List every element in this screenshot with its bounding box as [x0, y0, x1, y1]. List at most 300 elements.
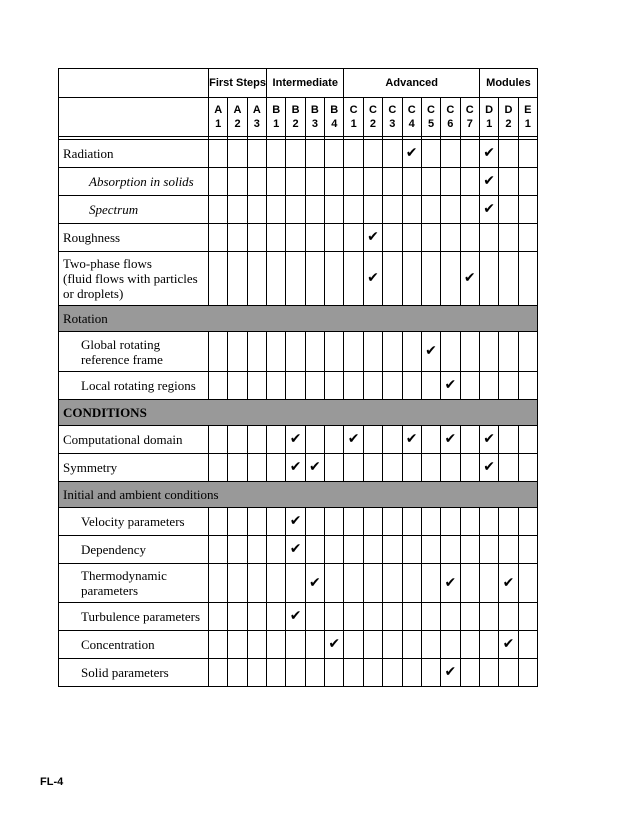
matrix-cell	[441, 631, 460, 659]
checkmark-icon: ✔	[425, 343, 437, 359]
checkmark-icon: ✔	[289, 459, 302, 475]
matrix-cell	[267, 224, 286, 252]
matrix-cell	[363, 224, 382, 252]
matrix-cell	[247, 426, 266, 454]
checkmark-icon: ✔	[289, 541, 302, 557]
matrix-cell	[499, 603, 518, 631]
matrix-cell	[479, 224, 498, 252]
matrix-cell	[460, 631, 479, 659]
matrix-cell	[228, 168, 247, 196]
matrix-cell	[499, 252, 518, 306]
column-number: 6	[447, 118, 454, 130]
checkmark-icon: ✔	[328, 636, 341, 652]
matrix-cell	[305, 454, 324, 482]
matrix-cell	[499, 372, 518, 400]
matrix-cell	[441, 536, 460, 564]
matrix-cell	[209, 372, 228, 400]
matrix-cell	[499, 168, 518, 196]
row-label: Computational domain	[59, 426, 209, 454]
matrix-cell	[363, 454, 382, 482]
column-code	[344, 98, 363, 137]
matrix-cell	[286, 372, 305, 400]
matrix-cell	[402, 631, 421, 659]
matrix-cell	[441, 196, 460, 224]
matrix-cell	[247, 168, 266, 196]
matrix-cell	[344, 196, 363, 224]
matrix-cell	[499, 224, 518, 252]
matrix-cell	[479, 372, 498, 400]
row-label: Symmetry	[59, 454, 209, 482]
checkmark-icon: ✔	[367, 270, 379, 286]
matrix-cell	[479, 332, 498, 372]
matrix-cell	[344, 564, 363, 603]
matrix-cell	[383, 332, 402, 372]
matrix-cell	[325, 631, 344, 659]
table-row	[59, 168, 538, 196]
matrix-cell	[402, 426, 421, 454]
table-row	[59, 252, 538, 306]
column-letter: A	[252, 104, 261, 116]
row-label: Roughness	[59, 224, 209, 252]
matrix-cell	[479, 536, 498, 564]
matrix-cell	[421, 426, 440, 454]
matrix-cell	[421, 454, 440, 482]
column-number: 1	[215, 118, 222, 130]
matrix-cell	[402, 332, 421, 372]
matrix-cell	[518, 372, 537, 400]
section-heading: Rotation	[59, 306, 538, 332]
table-row	[59, 454, 538, 482]
table-row	[59, 603, 538, 631]
matrix-cell	[518, 332, 537, 372]
section-heading: CONDITIONS	[59, 400, 538, 426]
matrix-cell	[344, 426, 363, 454]
table-row	[59, 306, 538, 332]
matrix-cell	[209, 252, 228, 306]
column-letter: B	[291, 104, 300, 116]
column-number: 1	[524, 118, 531, 130]
matrix-cell	[325, 508, 344, 536]
group-header: Intermediate	[267, 69, 344, 98]
matrix-cell	[441, 659, 460, 687]
matrix-cell	[499, 631, 518, 659]
matrix-cell	[479, 252, 498, 306]
matrix-cell	[421, 603, 440, 631]
matrix-cell	[267, 426, 286, 454]
matrix-cell	[363, 196, 382, 224]
matrix-cell	[383, 454, 402, 482]
matrix-cell	[267, 508, 286, 536]
page-number: FL-4	[40, 776, 64, 788]
matrix-cell	[363, 603, 382, 631]
column-code	[228, 98, 247, 137]
column-code	[305, 98, 324, 137]
checkmark-icon: ✔	[444, 377, 457, 393]
matrix-cell	[383, 659, 402, 687]
matrix-cell	[363, 508, 382, 536]
matrix-cell	[518, 659, 537, 687]
matrix-cell	[247, 454, 266, 482]
matrix-cell	[344, 332, 363, 372]
matrix-cell	[421, 508, 440, 536]
column-number: 1	[350, 118, 357, 130]
matrix-cell	[441, 140, 460, 168]
matrix-cell	[305, 536, 324, 564]
column-letter: C	[407, 104, 416, 116]
matrix-cell	[247, 196, 266, 224]
matrix-cell	[344, 224, 363, 252]
matrix-cell	[421, 168, 440, 196]
column-letter: A	[233, 104, 242, 116]
column-letter: D	[504, 104, 513, 116]
column-number: 1	[273, 118, 280, 130]
matrix-cell	[325, 603, 344, 631]
checkmark-icon: ✔	[289, 608, 302, 624]
column-code	[286, 98, 305, 137]
matrix-cell	[441, 372, 460, 400]
table-row	[59, 536, 538, 564]
checkmark-icon: ✔	[405, 431, 418, 447]
column-letter: C	[349, 104, 358, 116]
column-letter: B	[272, 104, 281, 116]
column-letter: B	[330, 104, 339, 116]
matrix-cell	[305, 659, 324, 687]
row-label: Dependency	[59, 536, 209, 564]
checkmark-icon: ✔	[483, 145, 495, 161]
column-letter: C	[388, 104, 397, 116]
column-letter: C	[427, 104, 435, 116]
matrix-cell	[247, 140, 266, 168]
matrix-cell	[305, 196, 324, 224]
column-number: 3	[253, 118, 260, 130]
matrix-cell	[499, 426, 518, 454]
matrix-cell	[247, 224, 266, 252]
matrix-cell	[344, 536, 363, 564]
matrix-cell	[209, 168, 228, 196]
checkmark-icon: ✔	[347, 431, 360, 447]
matrix-cell	[267, 631, 286, 659]
matrix-cell	[518, 252, 537, 306]
table-row	[59, 508, 538, 536]
column-code	[421, 98, 440, 137]
matrix-cell	[402, 372, 421, 400]
matrix-cell	[363, 252, 382, 306]
matrix-cell	[228, 252, 247, 306]
row-label: Solid parameters	[59, 659, 209, 687]
matrix-cell	[209, 224, 228, 252]
matrix-cell	[460, 140, 479, 168]
checkmark-icon: ✔	[309, 574, 321, 591]
matrix-cell	[305, 631, 324, 659]
matrix-cell	[267, 564, 286, 603]
matrix-cell	[228, 454, 247, 482]
row-label: Thermodynamic parameters	[59, 564, 209, 603]
matrix-cell	[209, 659, 228, 687]
matrix-cell	[499, 332, 518, 372]
matrix-cell	[247, 564, 266, 603]
column-number: 2	[292, 118, 299, 130]
matrix-cell	[286, 536, 305, 564]
matrix-cell	[518, 168, 537, 196]
checkmark-icon: ✔	[483, 431, 495, 447]
matrix-cell	[479, 564, 498, 603]
matrix-cell	[228, 224, 247, 252]
matrix-cell	[402, 252, 421, 306]
matrix-cell	[305, 603, 324, 631]
matrix-cell	[325, 252, 344, 306]
matrix-cell	[383, 224, 402, 252]
row-label: Concentration	[59, 631, 209, 659]
matrix-cell	[421, 332, 440, 372]
matrix-cell	[499, 140, 518, 168]
matrix-cell	[499, 659, 518, 687]
matrix-cell	[383, 196, 402, 224]
matrix-cell	[421, 659, 440, 687]
matrix-cell	[479, 140, 498, 168]
matrix-cell	[267, 140, 286, 168]
table-row	[59, 482, 538, 508]
table-row	[59, 372, 538, 400]
matrix-cell	[228, 508, 247, 536]
matrix-cell	[344, 140, 363, 168]
matrix-cell	[518, 508, 537, 536]
column-code	[209, 98, 228, 137]
matrix-cell	[344, 631, 363, 659]
row-label: Velocity parameters	[59, 508, 209, 536]
matrix-cell	[460, 252, 479, 306]
matrix-cell	[421, 536, 440, 564]
matrix-cell	[305, 508, 324, 536]
matrix-cell	[305, 564, 324, 603]
matrix-cell	[518, 564, 537, 603]
matrix-cell	[305, 224, 324, 252]
matrix-cell	[402, 140, 421, 168]
matrix-cell	[267, 252, 286, 306]
table-row	[59, 224, 538, 252]
column-code	[247, 98, 266, 137]
column-letter: B	[310, 104, 319, 116]
matrix-cell	[363, 140, 382, 168]
matrix-cell	[460, 426, 479, 454]
matrix-cell	[363, 564, 382, 603]
checkmark-icon: ✔	[463, 270, 476, 286]
matrix-cell	[479, 603, 498, 631]
table-row	[59, 196, 538, 224]
column-number: 4	[331, 118, 338, 130]
matrix-cell	[363, 536, 382, 564]
matrix-cell	[267, 659, 286, 687]
matrix-cell	[305, 372, 324, 400]
matrix-cell	[267, 603, 286, 631]
matrix-cell	[363, 372, 382, 400]
matrix-cell	[325, 140, 344, 168]
matrix-cell	[518, 454, 537, 482]
checkmark-icon: ✔	[289, 431, 302, 447]
column-code	[479, 98, 498, 137]
matrix-cell	[499, 564, 518, 603]
matrix-cell	[363, 426, 382, 454]
matrix-cell	[383, 603, 402, 631]
matrix-cell	[267, 332, 286, 372]
matrix-cell	[286, 224, 305, 252]
matrix-cell	[518, 536, 537, 564]
matrix-cell	[460, 168, 479, 196]
matrix-cell	[460, 454, 479, 482]
matrix-cell	[479, 631, 498, 659]
column-number: 2	[234, 118, 241, 130]
column-code	[518, 98, 537, 137]
matrix-cell	[305, 426, 324, 454]
feature-matrix-table	[58, 68, 538, 687]
column-letter: C	[369, 104, 377, 116]
checkmark-icon: ✔	[483, 459, 495, 475]
matrix-cell	[247, 659, 266, 687]
matrix-cell	[363, 659, 382, 687]
column-code	[267, 98, 286, 137]
column-number: 2	[505, 118, 512, 130]
matrix-cell	[479, 454, 498, 482]
column-letter: C	[465, 104, 474, 116]
matrix-cell	[305, 168, 324, 196]
matrix-cell	[228, 603, 247, 631]
matrix-cell	[325, 659, 344, 687]
matrix-cell	[209, 454, 228, 482]
matrix-cell	[518, 631, 537, 659]
matrix-cell	[421, 140, 440, 168]
table-row	[59, 631, 538, 659]
column-code	[460, 98, 479, 137]
matrix-cell	[441, 603, 460, 631]
matrix-cell	[247, 372, 266, 400]
matrix-cell	[402, 196, 421, 224]
row-label: Absorption in solids	[59, 168, 209, 196]
matrix-cell	[421, 252, 440, 306]
matrix-cell	[479, 426, 498, 454]
matrix-cell	[267, 168, 286, 196]
matrix-cell	[441, 508, 460, 536]
column-code	[383, 98, 402, 137]
group-header: Advanced	[344, 69, 480, 98]
matrix-cell	[479, 168, 498, 196]
matrix-cell	[441, 224, 460, 252]
matrix-cell	[383, 564, 402, 603]
matrix-cell	[518, 224, 537, 252]
matrix-cell	[267, 196, 286, 224]
matrix-cell	[383, 536, 402, 564]
matrix-cell	[383, 631, 402, 659]
table-row	[59, 426, 538, 454]
column-letter: E	[524, 104, 532, 116]
matrix-cell	[209, 536, 228, 564]
matrix-cell	[305, 140, 324, 168]
matrix-cell	[247, 508, 266, 536]
matrix-cell	[518, 140, 537, 168]
group-header: First Steps	[209, 69, 267, 98]
matrix-cell	[421, 372, 440, 400]
column-code	[402, 98, 421, 137]
matrix-cell	[479, 508, 498, 536]
matrix-cell	[247, 332, 266, 372]
matrix-cell	[383, 426, 402, 454]
matrix-cell	[286, 564, 305, 603]
matrix-cell	[286, 454, 305, 482]
matrix-cell	[325, 372, 344, 400]
group-header-row	[59, 69, 538, 98]
table-row	[59, 564, 538, 603]
matrix-cell	[305, 332, 324, 372]
blank-header-cell	[59, 69, 209, 98]
column-code	[499, 98, 518, 137]
matrix-cell	[383, 140, 402, 168]
matrix-cell	[402, 536, 421, 564]
matrix-cell	[247, 536, 266, 564]
checkmark-icon: ✔	[483, 173, 495, 189]
matrix-cell	[460, 603, 479, 631]
matrix-cell	[499, 454, 518, 482]
matrix-cell	[209, 196, 228, 224]
matrix-cell	[383, 372, 402, 400]
matrix-cell	[441, 252, 460, 306]
matrix-cell	[267, 454, 286, 482]
matrix-cell	[421, 196, 440, 224]
blank-header-cell	[59, 98, 209, 137]
matrix-cell	[421, 631, 440, 659]
matrix-cell	[209, 332, 228, 372]
matrix-cell	[402, 168, 421, 196]
matrix-cell	[228, 332, 247, 372]
matrix-cell	[228, 659, 247, 687]
checkmark-icon: ✔	[289, 513, 302, 529]
matrix-cell	[247, 631, 266, 659]
matrix-cell	[344, 454, 363, 482]
group-header: Modules	[479, 69, 537, 98]
column-number: 5	[427, 118, 435, 130]
section-heading: Initial and ambient conditions	[59, 482, 538, 508]
matrix-cell	[460, 332, 479, 372]
matrix-cell	[344, 508, 363, 536]
row-label: Local rotating regions	[59, 372, 209, 400]
matrix-cell	[499, 508, 518, 536]
column-letter: A	[214, 104, 223, 116]
matrix-cell	[228, 372, 247, 400]
matrix-cell	[228, 631, 247, 659]
table-row	[59, 140, 538, 168]
column-code	[325, 98, 344, 137]
matrix-cell	[363, 631, 382, 659]
matrix-cell	[421, 224, 440, 252]
checkmark-icon: ✔	[483, 201, 495, 217]
matrix-cell	[460, 224, 479, 252]
matrix-cell	[286, 631, 305, 659]
matrix-cell	[518, 426, 537, 454]
matrix-cell	[286, 196, 305, 224]
checkmark-icon: ✔	[405, 145, 418, 161]
matrix-cell	[209, 140, 228, 168]
matrix-cell	[518, 603, 537, 631]
matrix-cell	[383, 508, 402, 536]
matrix-cell	[402, 224, 421, 252]
matrix-cell	[344, 372, 363, 400]
matrix-cell	[402, 508, 421, 536]
matrix-cell	[421, 564, 440, 603]
matrix-cell	[325, 224, 344, 252]
matrix-cell	[460, 564, 479, 603]
column-code	[441, 98, 460, 137]
matrix-cell	[441, 426, 460, 454]
matrix-cell	[228, 140, 247, 168]
matrix-cell	[286, 252, 305, 306]
row-label: Radiation	[59, 140, 209, 168]
